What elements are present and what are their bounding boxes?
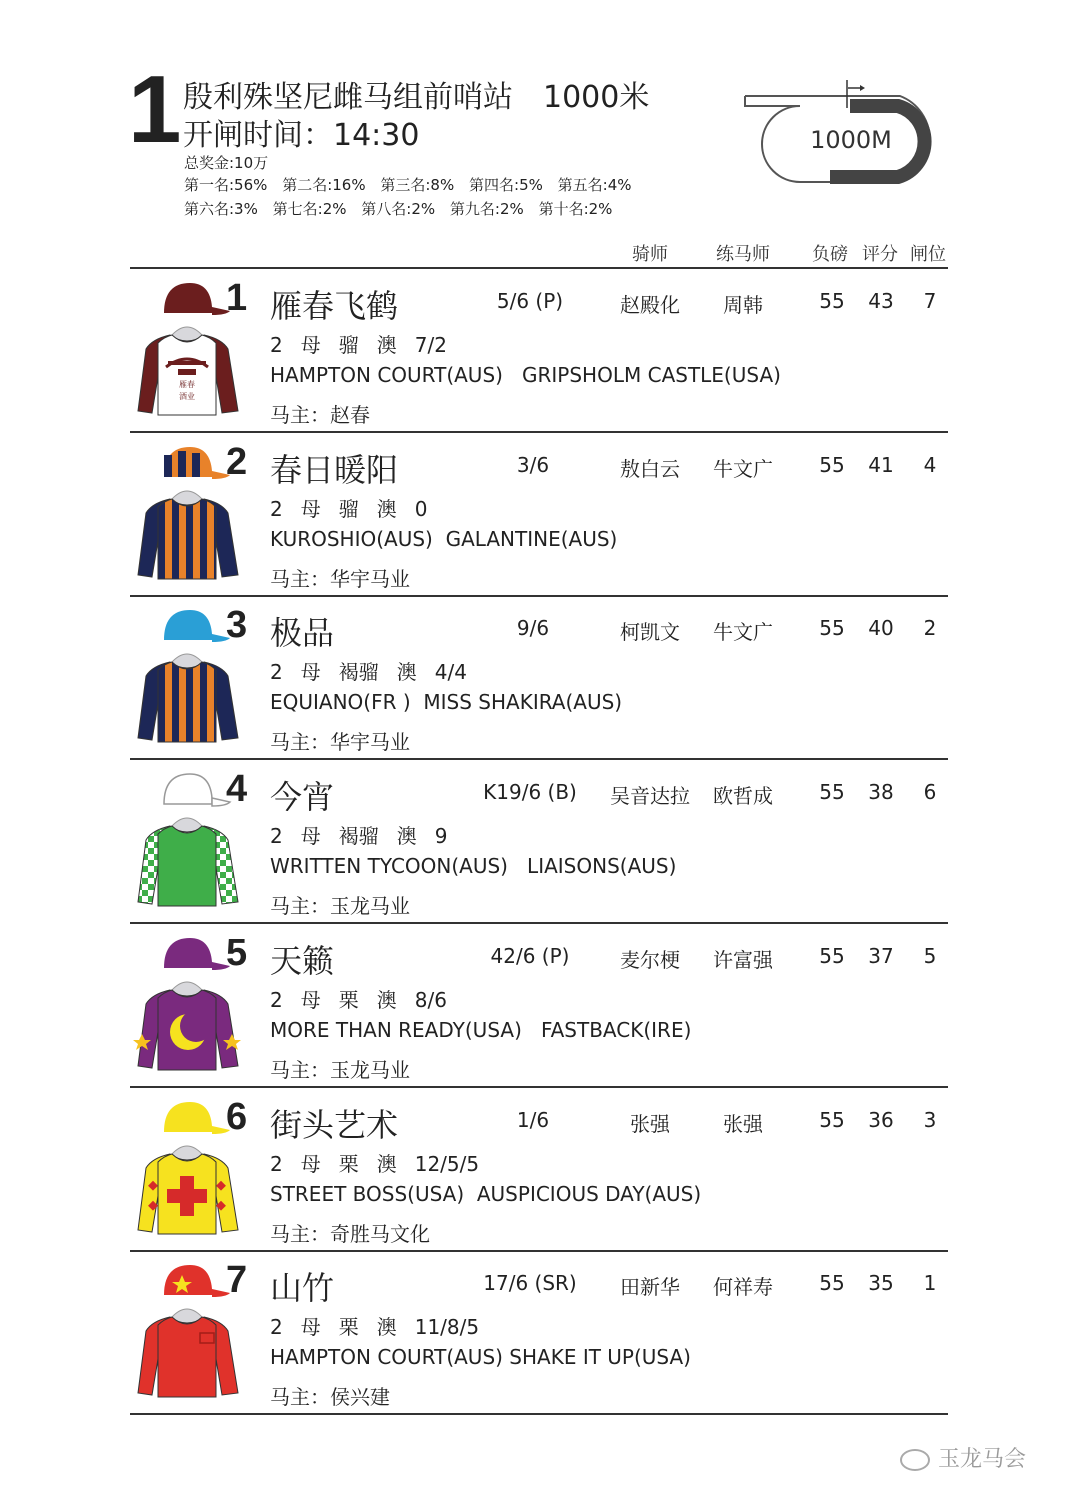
horse-form: 8/6 [414,987,447,1012]
carried-weight: 55 [819,1271,845,1296]
horse-owner: 马主：玉龙马业 [270,894,410,919]
horse-sex: 母 [300,1151,321,1176]
horse-color: 栗 [338,987,359,1012]
divider [130,431,948,433]
jockey-name: 麦尔梗 [620,947,680,972]
prize-split: 第五名:4% [557,176,632,194]
horse-number: 4 [226,768,248,811]
col-trainer: 练马师 [716,244,770,265]
horse-sex: 母 [300,987,321,1012]
silk-cap [164,283,230,315]
prize-split-row-2 [184,198,622,219]
trainer-name: 何祥寿 [713,1275,773,1300]
horse-sex: 母 [300,496,321,521]
race-distance: 1000米 [543,80,650,115]
horse-rating-code: 42/6 (P) [490,943,570,968]
horse-sex: 母 [300,824,321,849]
jockey-name: 柯凯文 [620,620,680,645]
horse-form: 12/5/5 [414,1151,480,1176]
horse-name: 天籁 [270,941,335,980]
horse-sex: 母 [300,333,321,357]
horse-form: 0 [414,496,428,521]
divider [130,758,948,760]
horse-origin: 澳 [396,660,417,685]
horse-pedigree: EQUIANO(FR ) MISS SHAKIRA(AUS) [270,690,623,715]
horse-color: 栗 [338,1315,359,1340]
col-weight: 负磅 [812,244,848,265]
carried-weight: 55 [819,452,845,477]
horse-pedigree: WRITTEN TYCOON(AUS) LIAISONS(AUS) [270,854,677,879]
horse-entry [130,435,948,598]
horse-rating-code: 1/6 [516,1107,550,1132]
horse-age: 2 [270,496,283,521]
prize-split: 第二名:16% [282,176,366,194]
horse-pedigree: STREET BOSS(USA) AUSPICIOUS DAY(AUS) [270,1181,702,1206]
trainer-name: 周韩 [723,293,763,317]
horse-entry [130,1090,948,1253]
col-gate: 闸位 [910,244,946,265]
horse-form: 9 [434,824,448,849]
gate-number: 3 [923,1107,937,1132]
gate-number: 2 [923,616,937,641]
horse-form: 7/2 [414,333,447,357]
col-rating: 评分 [862,244,898,265]
horse-age: 2 [270,824,283,849]
horse-number: 2 [226,440,248,483]
trainer-name: 牛文广 [713,456,773,481]
horse-score: 37 [868,943,894,968]
horse-number: 1 [226,277,248,319]
horse-age: 2 [270,660,283,685]
svg-text:酒业: 酒业 [179,392,195,401]
gate-number: 5 [923,943,937,968]
horse-color: 骝 [338,333,359,357]
horse-sex: 母 [300,1315,321,1340]
prize-split: 第九名:2% [449,200,524,218]
horse-number: 5 [226,931,248,974]
horse-name: 极品 [270,614,335,653]
silk-cap [164,1265,230,1297]
gate-number: 4 [923,452,937,477]
horse-origin: 澳 [376,1315,397,1340]
horse-age: 2 [270,1151,283,1176]
watermark-text: 玉龙马会 [938,1447,1027,1472]
track-distance-label: 1000M [810,126,892,154]
horse-entry [130,1253,948,1416]
jockey-name: 敖白云 [620,456,680,481]
horse-rating-code: 9/6 [516,616,550,641]
track-diagram-icon [740,78,955,188]
horse-color: 骝 [338,496,359,521]
gate-number: 1 [923,1271,937,1296]
horse-score: 43 [868,289,894,313]
horse-number: 3 [226,604,248,647]
horse-pedigree: HAMPTON COURT(AUS) GRIPSHOLM CASTLE(USA) [270,363,781,387]
prize-split: 第三名:8% [380,176,455,194]
horse-form: 11/8/5 [414,1315,480,1340]
divider [130,595,948,597]
race-number: 1 [128,56,182,163]
jockey-name: 张强 [630,1111,670,1136]
horse-age: 2 [270,1315,283,1340]
trainer-name: 欧哲成 [713,784,773,809]
gate-number: 6 [923,780,937,805]
silk-cap [164,938,230,970]
horse-age: 2 [270,987,283,1012]
horse-name: 街头艺术 [270,1105,399,1144]
gate-number: 7 [923,289,937,313]
horse-entry [130,762,948,925]
horse-origin: 澳 [376,496,397,521]
horse-color: 栗 [338,1151,359,1176]
prize-split: 第十名:2% [538,200,613,218]
horse-score: 40 [868,616,894,641]
horse-name: 山竹 [270,1269,335,1308]
jockey-name: 赵殿化 [620,293,680,317]
col-jockey: 骑师 [632,244,668,265]
carried-weight: 55 [819,943,845,968]
svg-text:雁春: 雁春 [179,380,195,389]
trainer-name: 许富强 [713,947,773,972]
horse-sex: 母 [300,660,321,685]
horse-rating-code: 5/6 (P) [496,289,564,313]
horse-info [270,493,445,522]
carried-weight: 55 [819,1107,845,1132]
horse-score: 41 [868,452,894,477]
horse-rating-code: 3/6 [516,452,550,477]
divider [130,1413,948,1415]
horse-pedigree: HAMPTON COURT(AUS) SHAKE IT UP(USA) [270,1345,691,1370]
horse-name: 春日暖阳 [270,450,399,489]
horse-owner: 马主：华宇马业 [270,566,410,591]
horse-rating-code: 17/6 (SR) [483,1271,577,1296]
divider [130,1086,948,1088]
horse-info [270,656,485,685]
horse-form: 4/4 [434,660,467,685]
trainer-name: 牛文广 [713,620,773,645]
horse-pedigree: MORE THAN READY(USA) FASTBACK(IRE) [270,1017,692,1042]
horse-pedigree: KUROSHIO(AUS) GALANTINE(AUS) [270,526,618,551]
divider [130,267,948,269]
horse-color: 褐骝 [338,824,379,849]
horse-origin: 澳 [376,1151,397,1176]
horse-score: 38 [868,780,894,805]
horse-owner: 马主：奇胜马文化 [270,1221,430,1246]
horse-number: 7 [226,1259,248,1302]
prize-split: 第一名:56% [184,176,268,194]
prize-split: 第四名:5% [469,176,543,194]
carried-weight: 55 [819,616,845,641]
horse-entry [130,598,948,761]
prize-split: 第八名:2% [361,200,436,218]
horse-info [270,820,465,849]
horse-entry [130,271,948,434]
horse-number: 6 [226,1095,248,1138]
race-name: 殷利殊坚尼雌马组前哨站 [183,80,513,115]
silk-cap [164,774,230,806]
trainer-name: 张强 [723,1111,763,1136]
wechat-icon [900,1449,930,1471]
horse-info [270,984,465,1013]
start-time: 开闸时间：14:30 [183,118,420,153]
prize-total: 总奖金:10万 [184,154,269,172]
horse-origin: 澳 [376,987,397,1012]
horse-name: 雁春飞鹤 [270,287,399,325]
horse-origin: 澳 [396,824,417,849]
horse-owner: 马主：侯兴建 [270,1385,390,1410]
silk-cap [164,610,230,642]
prize-split: 第七名:2% [272,200,347,218]
silk-cap [164,1102,230,1134]
horse-info [270,1148,497,1177]
prize-split-row-1 [184,174,642,195]
horse-rating-code: K19/6 (B) [483,780,577,805]
horse-name: 今宵 [270,778,335,817]
prize-split: 第六名:3% [184,200,258,218]
horse-score: 35 [868,1271,894,1296]
carried-weight: 55 [819,780,845,805]
watermark [900,1442,1026,1473]
horse-color: 褐骝 [338,660,379,685]
carried-weight: 55 [819,289,845,313]
divider [130,922,948,924]
horse-entry [130,926,948,1089]
horse-owner: 马主：玉龙马业 [270,1057,410,1082]
horse-origin: 澳 [376,333,397,357]
horse-info [270,1311,497,1340]
horse-age: 2 [270,333,283,357]
horse-owner: 马主：赵春 [270,403,370,427]
horse-info [270,329,465,358]
divider [130,1250,948,1252]
silk-cap [164,447,230,479]
jockey-name: 田新华 [620,1275,680,1300]
horse-owner: 马主：华宇马业 [270,730,410,755]
horse-score: 36 [868,1107,894,1132]
jockey-name: 吴音达拉 [610,784,690,809]
